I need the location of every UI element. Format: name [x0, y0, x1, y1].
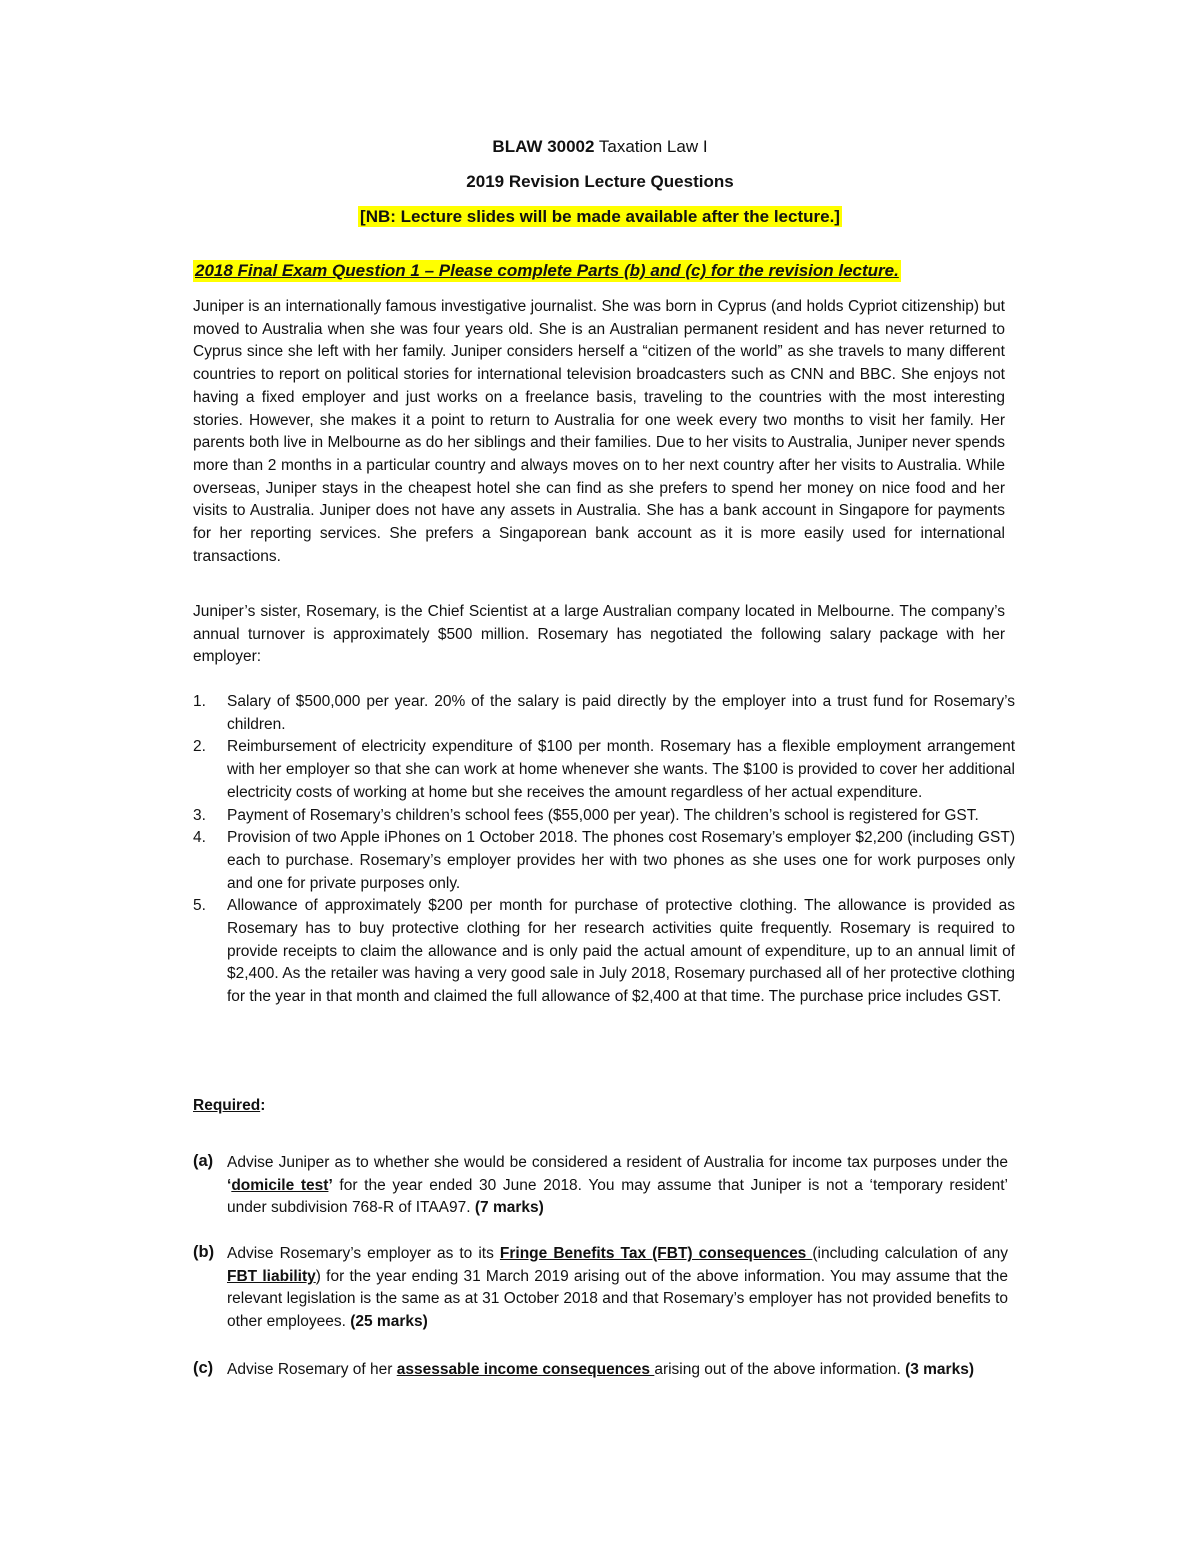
- key-term: assessable income consequences: [396, 1361, 655, 1378]
- list-item: [193, 805, 1015, 828]
- question-text-segment: Advise Rosemary’s employer as to its: [227, 1245, 500, 1262]
- list-item-number: 1.: [193, 693, 206, 710]
- list-item-number: 5.: [193, 897, 206, 915]
- quote-mark: ‘: [227, 1176, 232, 1194]
- question-part-a: [193, 1152, 1008, 1220]
- juniper-paragraph: Juniper is an internationally famous investigative journalist. She was born in Cyprus (and holds Cypriot citizenship) but moved to Australia when she was four years old. She is an Australian permanent resident and has never returned to Cyprus since she left with her family. Juniper considers herself a “citizen of the world” as she travels to many different countries to report on political stories for international television broadcasters such as CNN and BBC. She enjoys not having a fixed employer and just works on a freelance basis, traveling to the countries with the most interesting stories. However, she makes it a point to return to Australia for one week every two months to visit her family. Her parents both live in Melbourne as do her siblings and their families. Due to her visits to Australia, Juniper never spends more than 2 months in a particular country and always moves on to her next country after her visits to Australia. While overseas, Juniper stays in the cheapest hotel she can find as she prefers to spend her money on nice food and her visits to Australia. Juniper does not have any assets in Australia. She has a bank account in Singapore for payments for her reporting services. She prefers a Singaporean bank account as it is more easily used for international transactions.: [193, 298, 1005, 565]
- question-part-b: [193, 1243, 1008, 1334]
- question-heading: 2018 Final Exam Question 1 – Please complete Parts (b) and (c) for the revision lecture.: [195, 261, 899, 280]
- list-item-text: Payment of Rosemary’s children’s school fees ($55,000 per year). The children’s school is registered for GST.: [227, 806, 979, 824]
- required-colon: :: [260, 1097, 266, 1114]
- quote-mark: ’: [328, 1176, 333, 1194]
- question-text-segment: ) for the year ending 31 March 2019 arising out of the above information. You may assume that the relevant legislation is the same as at 31 October 2018 and that Rosemary’s employer has not provided benefits to other employees.: [227, 1267, 1009, 1331]
- question-part-c: [193, 1359, 1008, 1382]
- question-label: (b): [193, 1243, 215, 1261]
- list-item-text: Salary of $500,000 per year. 20% of the salary is paid directly by the employer into a trust fund for Rosemary’s children.: [227, 693, 1015, 733]
- list-item: [193, 827, 1015, 895]
- list-item: [193, 691, 1015, 736]
- marks: (25 marks): [350, 1313, 428, 1331]
- question-label: (c): [193, 1359, 214, 1377]
- rosemary-paragraph: Juniper’s sister, Rosemary, is the Chief Scientist at a large Australian company located in Melbourne. The company’s annual turnover is approximately $500 million. Rosemary has negotiated the following salary package with her employer:: [193, 603, 1005, 666]
- list-item-number: 4.: [193, 829, 206, 847]
- required-label: Required: [193, 1097, 261, 1114]
- document-subtitle: 2019 Revision Lecture Questions: [466, 172, 734, 191]
- list-item: [193, 736, 1015, 804]
- question-text: [227, 1243, 1008, 1334]
- question-text: [227, 1359, 1008, 1382]
- marks: (7 marks): [474, 1199, 544, 1217]
- lecture-notice-text: [NB: Lecture slides will be made available after the lecture.]: [360, 207, 840, 226]
- key-term: FBT liability: [227, 1267, 316, 1285]
- course-title: [0, 137, 1200, 157]
- question-text: [227, 1152, 1008, 1220]
- question-label: (a): [193, 1152, 214, 1170]
- list-item: [193, 895, 1015, 1009]
- key-term: domicile test: [231, 1176, 329, 1194]
- course-name: Taxation Law I: [598, 137, 708, 156]
- list-item-text: Reimbursement of electricity expenditure of $100 per month. Rosemary has a flexible employment arrangement with her employer so that she can work at home whenever she wants. The $100 is provided to cover her additional electricity costs of working at home but she receives the amount regardless of her actual expenditure.: [227, 738, 1015, 801]
- key-term: Fringe Benefits Tax (FBT) consequences: [499, 1245, 813, 1262]
- list-item-text: Allowance of approximately $200 per month for purchase of protective clothing. The allowance is provided as Rosemary has to buy protective clothing for her research activities quite frequently. Rosemary is required to provide receipts to claim the allowance and is only paid the actual amount of expenditure, up to an annual limit of $2,400. As the retailer was having a very good sale in July 2018, Rosemary purchased all of her protective clothing for the year in that month and claimed the full allowance of $2,400 at that time. The purchase price includes GST.: [227, 897, 1015, 1006]
- question-text-segment: arising out of the above information.: [654, 1361, 906, 1378]
- list-item-number: 3.: [193, 806, 206, 824]
- question-text-segment: (including calculation of any: [812, 1245, 1009, 1262]
- question-text-segment: Advise Juniper as to whether she would be considered a resident of Australia for income tax purposes under the: [227, 1154, 1008, 1171]
- list-item-number: 2.: [193, 738, 206, 756]
- question-text-segment: Advise Rosemary of her: [227, 1361, 397, 1378]
- lecture-notice: [0, 207, 1200, 227]
- course-code: BLAW 30002: [492, 137, 595, 156]
- salary-package-list: [193, 691, 1015, 1009]
- list-item-text: Provision of two Apple iPhones on 1 October 2018. The phones cost Rosemary’s employer $2,200 (including GST) each to purchase. Rosemary’s employer provides her with two phones as she uses one for work purposes only and one for private purposes only.: [227, 829, 1015, 892]
- required-heading: [193, 1097, 265, 1115]
- marks: (3 marks): [905, 1361, 974, 1378]
- question-text-segment: for the year ended 30 June 2018. You may assume that Juniper is not a ‘temporary resident’ under subdivision 768-R of ITAA97.: [227, 1176, 1009, 1217]
